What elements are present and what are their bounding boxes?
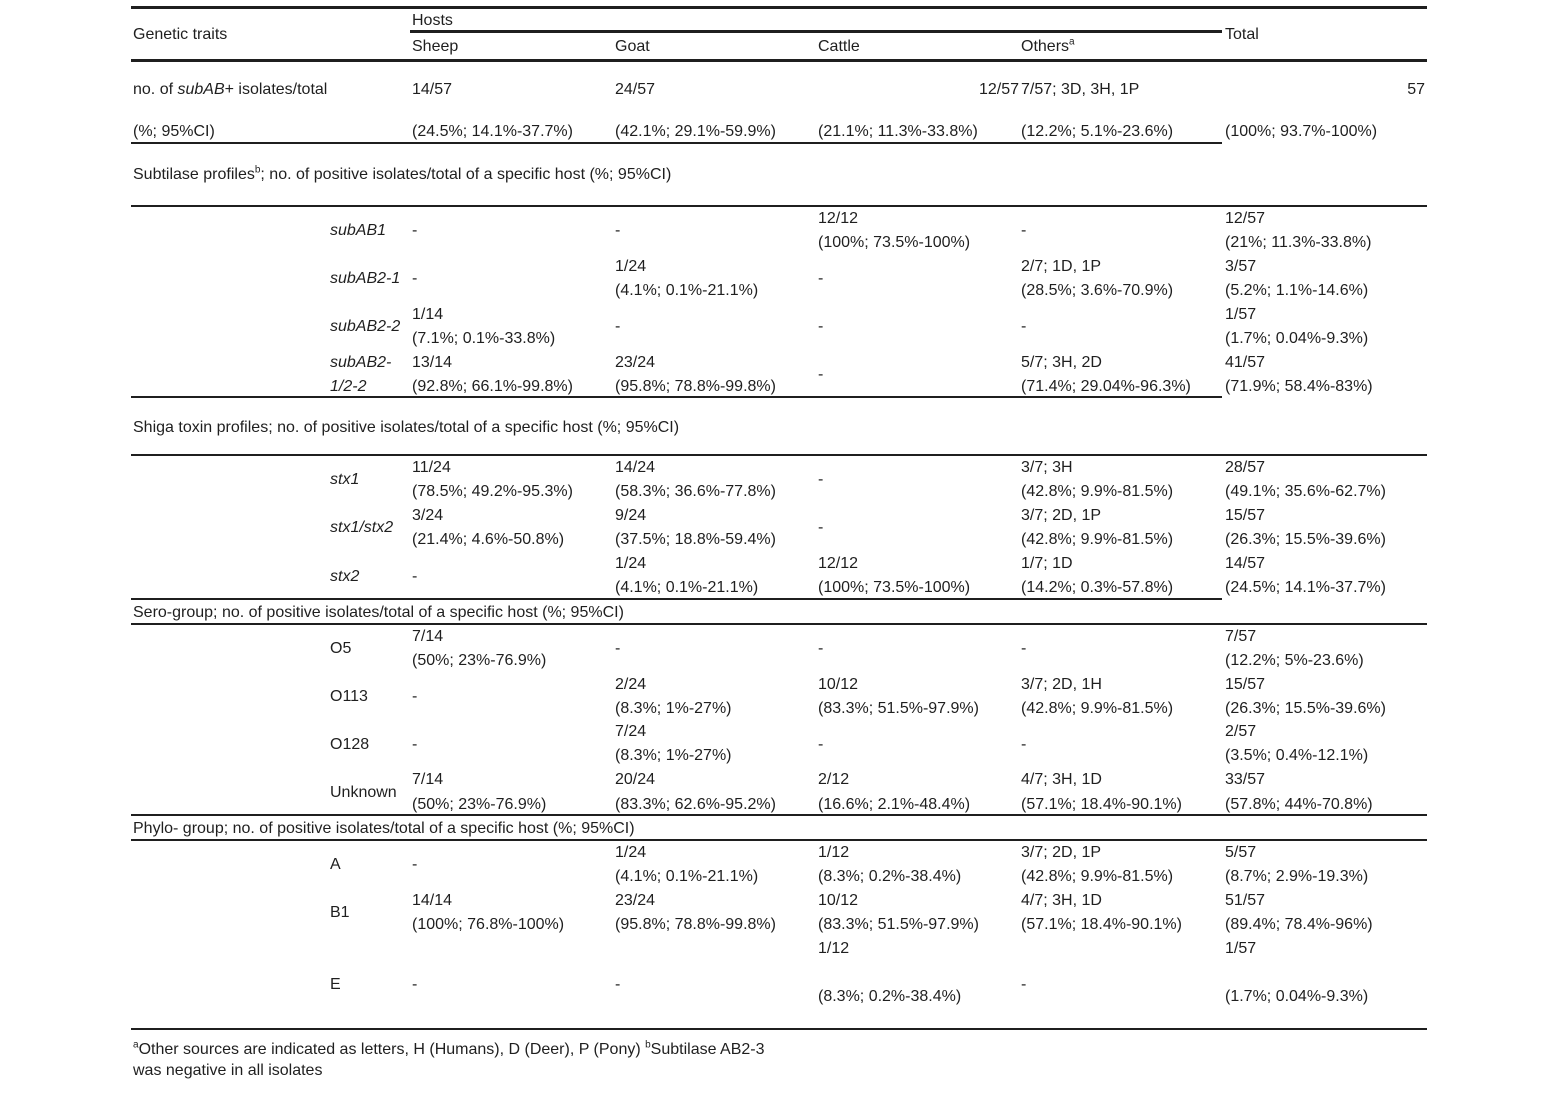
hosts-header: Hosts [412,12,453,29]
unknown-goat: 20/24 [615,771,656,788]
subab1-total-ci: (21%; 11.3%-33.8%) [1225,234,1372,251]
stx2-goat-ci: (4.1%; 0.1%-21.1%) [615,579,759,596]
a-sheep: - [412,856,418,873]
row-label-e: E [330,976,341,993]
a-total-ci: (8.7%; 2.9%-19.3%) [1225,868,1369,885]
goat-header: Goat [615,38,650,55]
a-goat: 1/24 [615,844,647,861]
subab-goat-ci: (42.1%; 29.1%-59.9%) [615,123,776,140]
o5-goat: - [615,640,621,657]
subab-total: 57 [1407,81,1425,98]
subab2-1-2-2-sheep: 13/14 [412,354,453,371]
stx1-stx2-others: 3/7; 2D, 1P [1021,507,1102,524]
row-label-b1: B1 [330,904,350,921]
e-goat: - [615,976,621,993]
a-goat-ci: (4.1%; 0.1%-21.1%) [615,868,759,885]
subab2-2-sheep: 1/14 [412,306,444,323]
table-top-rule [131,6,1427,9]
subab-row-rule [131,142,1222,144]
genetic-traits-header: Genetic traits [133,26,228,43]
stx1-others: 3/7; 3H [1021,459,1073,476]
unknown-goat-ci: (83.3%; 62.6%-95.2%) [615,796,776,813]
stx1-stx2-total-ci: (26.3%; 15.5%-39.6%) [1225,531,1386,548]
unknown-sheep-ci: (50%; 23%-76.9%) [412,796,547,813]
e-sheep: - [412,976,418,993]
subab2-1-2-2-others-ci: (71.4%; 29.04%-96.3%) [1021,378,1191,395]
stx1-others-ci: (42.8%; 9.9%-81.5%) [1021,483,1174,500]
row-label-a: A [330,856,341,873]
unknown-total-ci: (57.8%; 44%-70.8%) [1225,796,1373,813]
shiga-section-title: Shiga toxin profiles; no. of positive isolates/total of a specific host (%; 95%CI) [133,419,680,436]
sheep-header: Sheep [412,38,459,55]
stx1-stx2-goat-ci: (37.5%; 18.8%-59.4%) [615,531,776,548]
subab2-2-total-ci: (1.7%; 0.04%-9.3%) [1225,330,1369,347]
subab2-1-total: 3/57 [1225,258,1257,275]
o113-sheep: - [412,688,418,705]
stx2-sheep: - [412,568,418,585]
row-label-subab2-2: subAB2-2 [330,318,401,335]
sero-top-rule [131,623,1427,625]
b1-goat: 23/24 [615,892,656,909]
o128-total-ci: (3.5%; 0.4%-12.1%) [1225,747,1369,764]
sero-bottom-rule [131,814,1427,816]
subab2-1-2-2-total-ci: (71.9%; 58.4%-83%) [1225,378,1373,395]
hosts-span-rule [410,30,1222,33]
o113-goat: 2/24 [615,676,647,693]
unknown-cattle-ci: (16.6%; 2.1%-48.4%) [818,796,971,813]
cattle-header: Cattle [818,38,860,55]
row-label-subab2-1-2-2: subAB2- [330,354,392,371]
header-bottom-rule [131,59,1427,62]
row-label-subab2-1-2-2-line2: 1/2-2 [330,378,367,395]
stx1-total: 28/57 [1225,459,1266,476]
stx1-stx2-cattle: - [818,519,824,536]
row-label-unknown: Unknown [330,784,397,801]
o113-total-ci: (26.3%; 15.5%-39.6%) [1225,700,1386,717]
a-others-ci: (42.8%; 9.9%-81.5%) [1021,868,1174,885]
o113-total: 15/57 [1225,676,1266,693]
stx2-others-ci: (14.2%; 0.3%-57.8%) [1021,579,1174,596]
subtilase-bottom-rule [131,396,1222,398]
subab2-1-others-ci: (28.5%; 3.6%-70.9%) [1021,282,1174,299]
row-label-o5: O5 [330,640,352,657]
unknown-total: 33/57 [1225,771,1266,788]
o128-total: 2/57 [1225,723,1257,740]
phylo-top-rule [131,839,1427,841]
subab1-cattle-ci: (100%; 73.5%-100%) [818,234,971,251]
others-header: Others$^a$ [1021,36,1075,55]
subab-goat: 24/57 [615,81,656,98]
o128-others: - [1021,736,1027,753]
stx1-stx2-goat: 9/24 [615,507,647,524]
subab2-2-goat: - [615,318,621,335]
row-label-stx1: stx1 [330,471,360,488]
b1-sheep: 14/14 [412,892,453,909]
row-label-o128: O128 [330,736,370,753]
subab2-1-2-2-cattle: - [818,366,824,383]
b1-total-ci: (89.4%; 78.4%-96%) [1225,916,1373,933]
subab2-1-2-2-others: 5/7; 3H, 2D [1021,354,1102,371]
stx1-total-ci: (49.1%; 35.6%-62.7%) [1225,483,1386,500]
total-header: Total [1225,26,1259,43]
subab-isolates-label: no. of subAB+ isolates/total [133,81,328,98]
stx1-sheep-ci: (78.5%; 49.2%-95.3%) [412,483,573,500]
subab2-1-2-2-sheep-ci: (92.8%; 66.1%-99.8%) [412,378,573,395]
row-label-subab1: subAB1 [330,222,387,239]
unknown-sheep: 7/14 [412,771,444,788]
subab1-goat: - [615,222,621,239]
o128-goat: 7/24 [615,723,647,740]
a-cattle: 1/12 [818,844,850,861]
subab-cattle-ci: (21.1%; 11.3%-33.8%) [818,123,978,140]
e-cattle: 1/12 [818,940,850,957]
subab1-others: - [1021,222,1027,239]
stx2-total-ci: (24.5%; 14.1%-37.7%) [1225,579,1386,596]
b1-sheep-ci: (100%; 76.8%-100%) [412,916,565,933]
unknown-others-ci: (57.1%; 18.4%-90.1%) [1021,796,1182,813]
subab1-cattle: 12/12 [818,210,859,227]
stx2-cattle: 12/12 [818,555,859,572]
stx1-stx2-others-ci: (42.8%; 9.9%-81.5%) [1021,531,1174,548]
a-total: 5/57 [1225,844,1257,861]
subab2-1-goat: 1/24 [615,258,647,275]
o113-others: 3/7; 2D, 1H [1021,676,1102,693]
stx1-cattle: - [818,471,824,488]
subab-total-ci: (100%; 93.7%-100%) [1225,123,1378,140]
b1-others-ci: (57.1%; 18.4%-90.1%) [1021,916,1182,933]
sero-section-title: Sero-group; no. of positive isolates/total of a specific host (%; 95%CI) [133,604,624,621]
b1-total: 51/57 [1225,892,1266,909]
subab1-sheep: - [412,222,418,239]
a-others: 3/7; 2D, 1P [1021,844,1102,861]
o113-others-ci: (42.8%; 9.9%-81.5%) [1021,700,1174,717]
subab-cattle: 12/57 [978,81,1019,98]
unknown-cattle: 2/12 [818,771,850,788]
stx1-goat: 14/24 [615,459,656,476]
subab-ci-label: (%; 95%CI) [133,123,215,140]
subab2-1-goat-ci: (4.1%; 0.1%-21.1%) [615,282,759,299]
b1-others: 4/7; 3H, 1D [1021,892,1102,909]
subab-others-ci: (12.2%; 5.1%-23.6%) [1021,123,1174,140]
subab2-1-total-ci: (5.2%; 1.1%-14.6%) [1225,282,1369,299]
row-label-stx2: stx2 [330,568,360,585]
subab2-1-cattle: - [818,270,824,287]
stx1-goat-ci: (58.3%; 36.6%-77.8%) [615,483,776,500]
subab2-1-2-2-goat-ci: (95.8%; 78.8%-99.8%) [615,378,776,395]
subab2-2-others: - [1021,318,1027,335]
subtilase-section-title: Subtilase profiles$^b$; no. of positive isolates/total of a specific host (%; 95%CI) [133,164,672,183]
subab2-1-2-2-total: 41/57 [1225,354,1266,371]
b1-goat-ci: (95.8%; 78.8%-99.8%) [615,916,776,933]
shiga-bottom-rule [131,598,1222,600]
stx1-sheep: 11/24 [412,459,451,476]
footnote-line-1: $^a$Other sources are indicated as letters, H (Humans), D (Deer), P (Pony) $^b$Subtilase AB2-3 [133,1039,765,1058]
stx2-cattle-ci: (100%; 73.5%-100%) [818,579,971,596]
o128-cattle: - [818,736,824,753]
subab2-2-sheep-ci: (7.1%; 0.1%-33.8%) [412,330,556,347]
e-cattle-ci: (8.3%; 0.2%-38.4%) [818,988,962,1005]
subab1-total: 12/57 [1225,210,1266,227]
o113-cattle-ci: (83.3%; 51.5%-97.9%) [818,700,979,717]
o5-cattle: - [818,640,824,657]
o128-goat-ci: (8.3%; 1%-27%) [615,747,732,764]
subab2-2-cattle: - [818,318,824,335]
b1-cattle: 10/12 [818,892,859,909]
subab-sheep-ci: (24.5%; 14.1%-37.7%) [412,123,573,140]
footnote-line-2: was negative in all isolates [133,1062,323,1079]
row-label-subab2-1: subAB2-1 [330,270,401,287]
subab2-2-total: 1/57 [1225,306,1257,323]
unknown-others: 4/7; 3H, 1D [1021,771,1102,788]
subab-others: 7/57; 3D, 3H, 1P [1021,81,1140,98]
stx1-stx2-sheep-ci: (21.4%; 4.6%-50.8%) [412,531,565,548]
subtilase-top-rule [131,205,1427,207]
table-bottom-rule [131,1028,1427,1030]
row-label-o113: O113 [330,688,368,705]
stx2-goat: 1/24 [615,555,647,572]
o128-sheep: - [412,736,418,753]
o5-sheep: 7/14 [412,628,444,645]
o5-others: - [1021,640,1027,657]
o5-sheep-ci: (50%; 23%-76.9%) [412,652,547,669]
e-others: - [1021,976,1027,993]
subab2-1-2-2-goat: 23/24 [615,354,656,371]
subab-sheep: 14/57 [412,81,453,98]
o5-total-ci: (12.2%; 5%-23.6%) [1225,652,1364,669]
stx1-stx2-sheep: 3/24 [412,507,444,524]
o113-cattle: 10/12 [818,676,859,693]
e-total: 1/57 [1225,940,1257,957]
stx1-stx2-total: 15/57 [1225,507,1266,524]
shiga-top-rule [131,454,1427,456]
a-cattle-ci: (8.3%; 0.2%-38.4%) [818,868,962,885]
o113-goat-ci: (8.3%; 1%-27%) [615,700,732,717]
phylo-section-title: Phylo- group; no. of positive isolates/total of a specific host (%; 95%CI) [133,820,635,837]
b1-cattle-ci: (83.3%; 51.5%-97.9%) [818,916,979,933]
row-label-stx1-stx2: stx1/stx2 [330,519,394,536]
stx2-total: 14/57 [1225,555,1266,572]
e-total-ci: (1.7%; 0.04%-9.3%) [1225,988,1369,1005]
subab2-1-others: 2/7; 1D, 1P [1021,258,1102,275]
subab2-1-sheep: - [412,270,418,287]
stx2-others: 1/7; 1D [1021,555,1073,572]
o5-total: 7/57 [1225,628,1257,645]
